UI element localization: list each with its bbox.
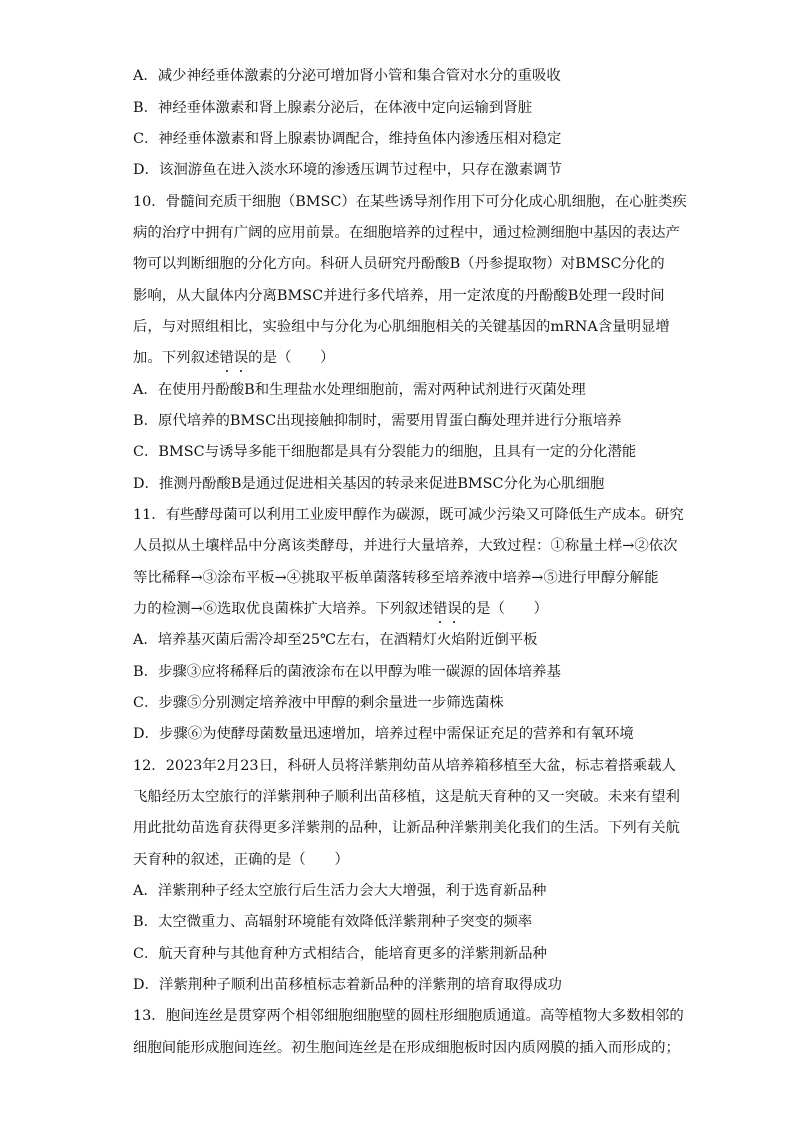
- q10-option-d: D．推测丹酚酸B是通过促进相关基因的转录来促进BMSC分化为心肌细胞: [133, 476, 605, 492]
- q11-stem-line: 11．有些酵母菌可以利用工业废甲醇作为碳源，既可减少污染又可降低生产成本。研究: [133, 507, 684, 523]
- q11-stem-line: 人员拟从土壤样品中分离该类酵母，并进行大量培养，大致过程：①称量土样→②依次: [133, 538, 678, 554]
- q9-option-b: B．神经垂体激素和肾上腺素分泌后，在体液中定向运输到肾脏: [133, 100, 533, 116]
- q10-stem-line: 病的治疗中拥有广阔的应用前景。在细胞培养的过程中，通过检测细胞中基因的表达产: [133, 225, 680, 241]
- q12-stem-line: 用此批幼苗选育获得更多洋紫荆的品种，让新品种洋紫荆美化我们的生活。下列有关航: [133, 820, 680, 836]
- q11-option-c: C．步骤⑤分别测定培养液中甲醇的剩余量进一步筛选菌株: [133, 695, 504, 711]
- q10-stem-line: 后，与对照组相比，实验组中与分化为心肌细胞相关的关键基因的mRNA含量明显增: [133, 319, 670, 335]
- q10-option-a: A．在使用丹酚酸B和生理盐水处理细胞前，需对两种试剂进行灭菌处理: [133, 382, 586, 398]
- q12-option-b: B．太空微重力、高辐射环境能有效降低洋紫荆种子突变的频率: [133, 914, 533, 930]
- q9-option-c: C．神经垂体激素和肾上腺素协调配合，维持鱼体内渗透压相对稳定: [133, 131, 562, 147]
- q10-stem-line: 物可以判断细胞的分化方向。科研人员研究丹酚酸B（丹参提取物）对BMSC分化的: [133, 256, 665, 272]
- q13-stem-line: 细胞间能形成胞间连丝。初生胞间连丝是在形成细胞板时因内质网膜的插入而形成的；: [133, 1040, 680, 1056]
- q12-stem-line: 12．2023年2月23日，科研人员将洋紫荆幼苗从培养箱移植至大盆，标志着搭乘载人: [133, 758, 676, 774]
- q12-stem-line: 天育种的叙述，正确的是（ ）: [133, 852, 349, 868]
- q9-option-d: D．该洄游鱼在进入淡水环境的渗透压调节过程中，只存在激素调节: [133, 162, 562, 178]
- q12-option-c: C．航天育种与其他育种方式相结合，能培育更多的洋紫荆新品种: [133, 946, 547, 962]
- emphasis-char: 误: [233, 350, 249, 366]
- emphasis-char: 错: [219, 350, 234, 366]
- q12-stem-line: 飞船经历太空旅行的洋紫荆种子顺利出苗移植，这是航天育种的又一突破。未来有望利: [133, 789, 680, 805]
- q10-option-b: B．原代培养的BMSC出现接触抑制时，需要用胃蛋白酶处理并进行分瓶培养: [133, 413, 622, 429]
- emphasis-char: 错: [432, 601, 448, 617]
- q11-option-d: D．步骤⑥为使酵母菌数量迅速增加，培养过程中需保证充足的营养和有氧环境: [133, 726, 634, 742]
- q10-stem-text: 加。下列叙述: [133, 350, 220, 366]
- q10-stem-text: 的是（ ）: [248, 350, 335, 366]
- q10-stem-line: [133, 348, 693, 368]
- q11-stem-line: 等比稀释→③涂布平板→④挑取平板单菌落转移至培养液中培养→⑤进行甲醇分解能: [133, 570, 659, 586]
- q9-option-a: A．减少神经垂体激素的分泌可增加肾小管和集合管对水分的重吸收: [133, 68, 561, 84]
- q12-option-d: D．洋紫荆种子顺利出苗移植标志着新品种的洋紫荆的培育取得成功: [133, 977, 562, 993]
- q10-stem-line: 影响，从大鼠体内分离BMSC并进行多代培养，用一定浓度的丹酚酸B处理一段时间: [133, 288, 665, 304]
- q11-option-a: A．培养基灭菌后需冷却至25℃左右，在酒精灯火焰附近倒平板: [133, 632, 538, 648]
- q13-stem-line: 13．胞间连丝是贯穿两个相邻细胞细胞壁的圆柱形细胞质通道。高等植物大多数相邻的: [133, 1008, 684, 1024]
- q10-option-c: C．BMSC与诱导多能干细胞都是具有分裂能力的细胞，且具有一定的分化潜能: [133, 444, 637, 460]
- q11-stem-text: 的是（ ）: [461, 601, 549, 617]
- q11-stem-line: [133, 599, 693, 619]
- q11-stem-text: 力的检测→⑥选取优良菌株扩大培养。下列叙述: [133, 601, 433, 617]
- q12-option-a: A．洋紫荆种子经太空旅行后生活力会大大增强，利于选育新品种: [133, 883, 547, 899]
- q11-option-b: B．步骤③应将稀释后的菌液涂布在以甲醇为唯一碳源的固体培养基: [133, 664, 561, 680]
- emphasis-char: 误: [447, 601, 462, 617]
- q10-stem-line: 10．骨髓间充质干细胞（BMSC）在某些诱导剂作用下可分化成心肌细胞，在心脏类疾: [133, 194, 687, 210]
